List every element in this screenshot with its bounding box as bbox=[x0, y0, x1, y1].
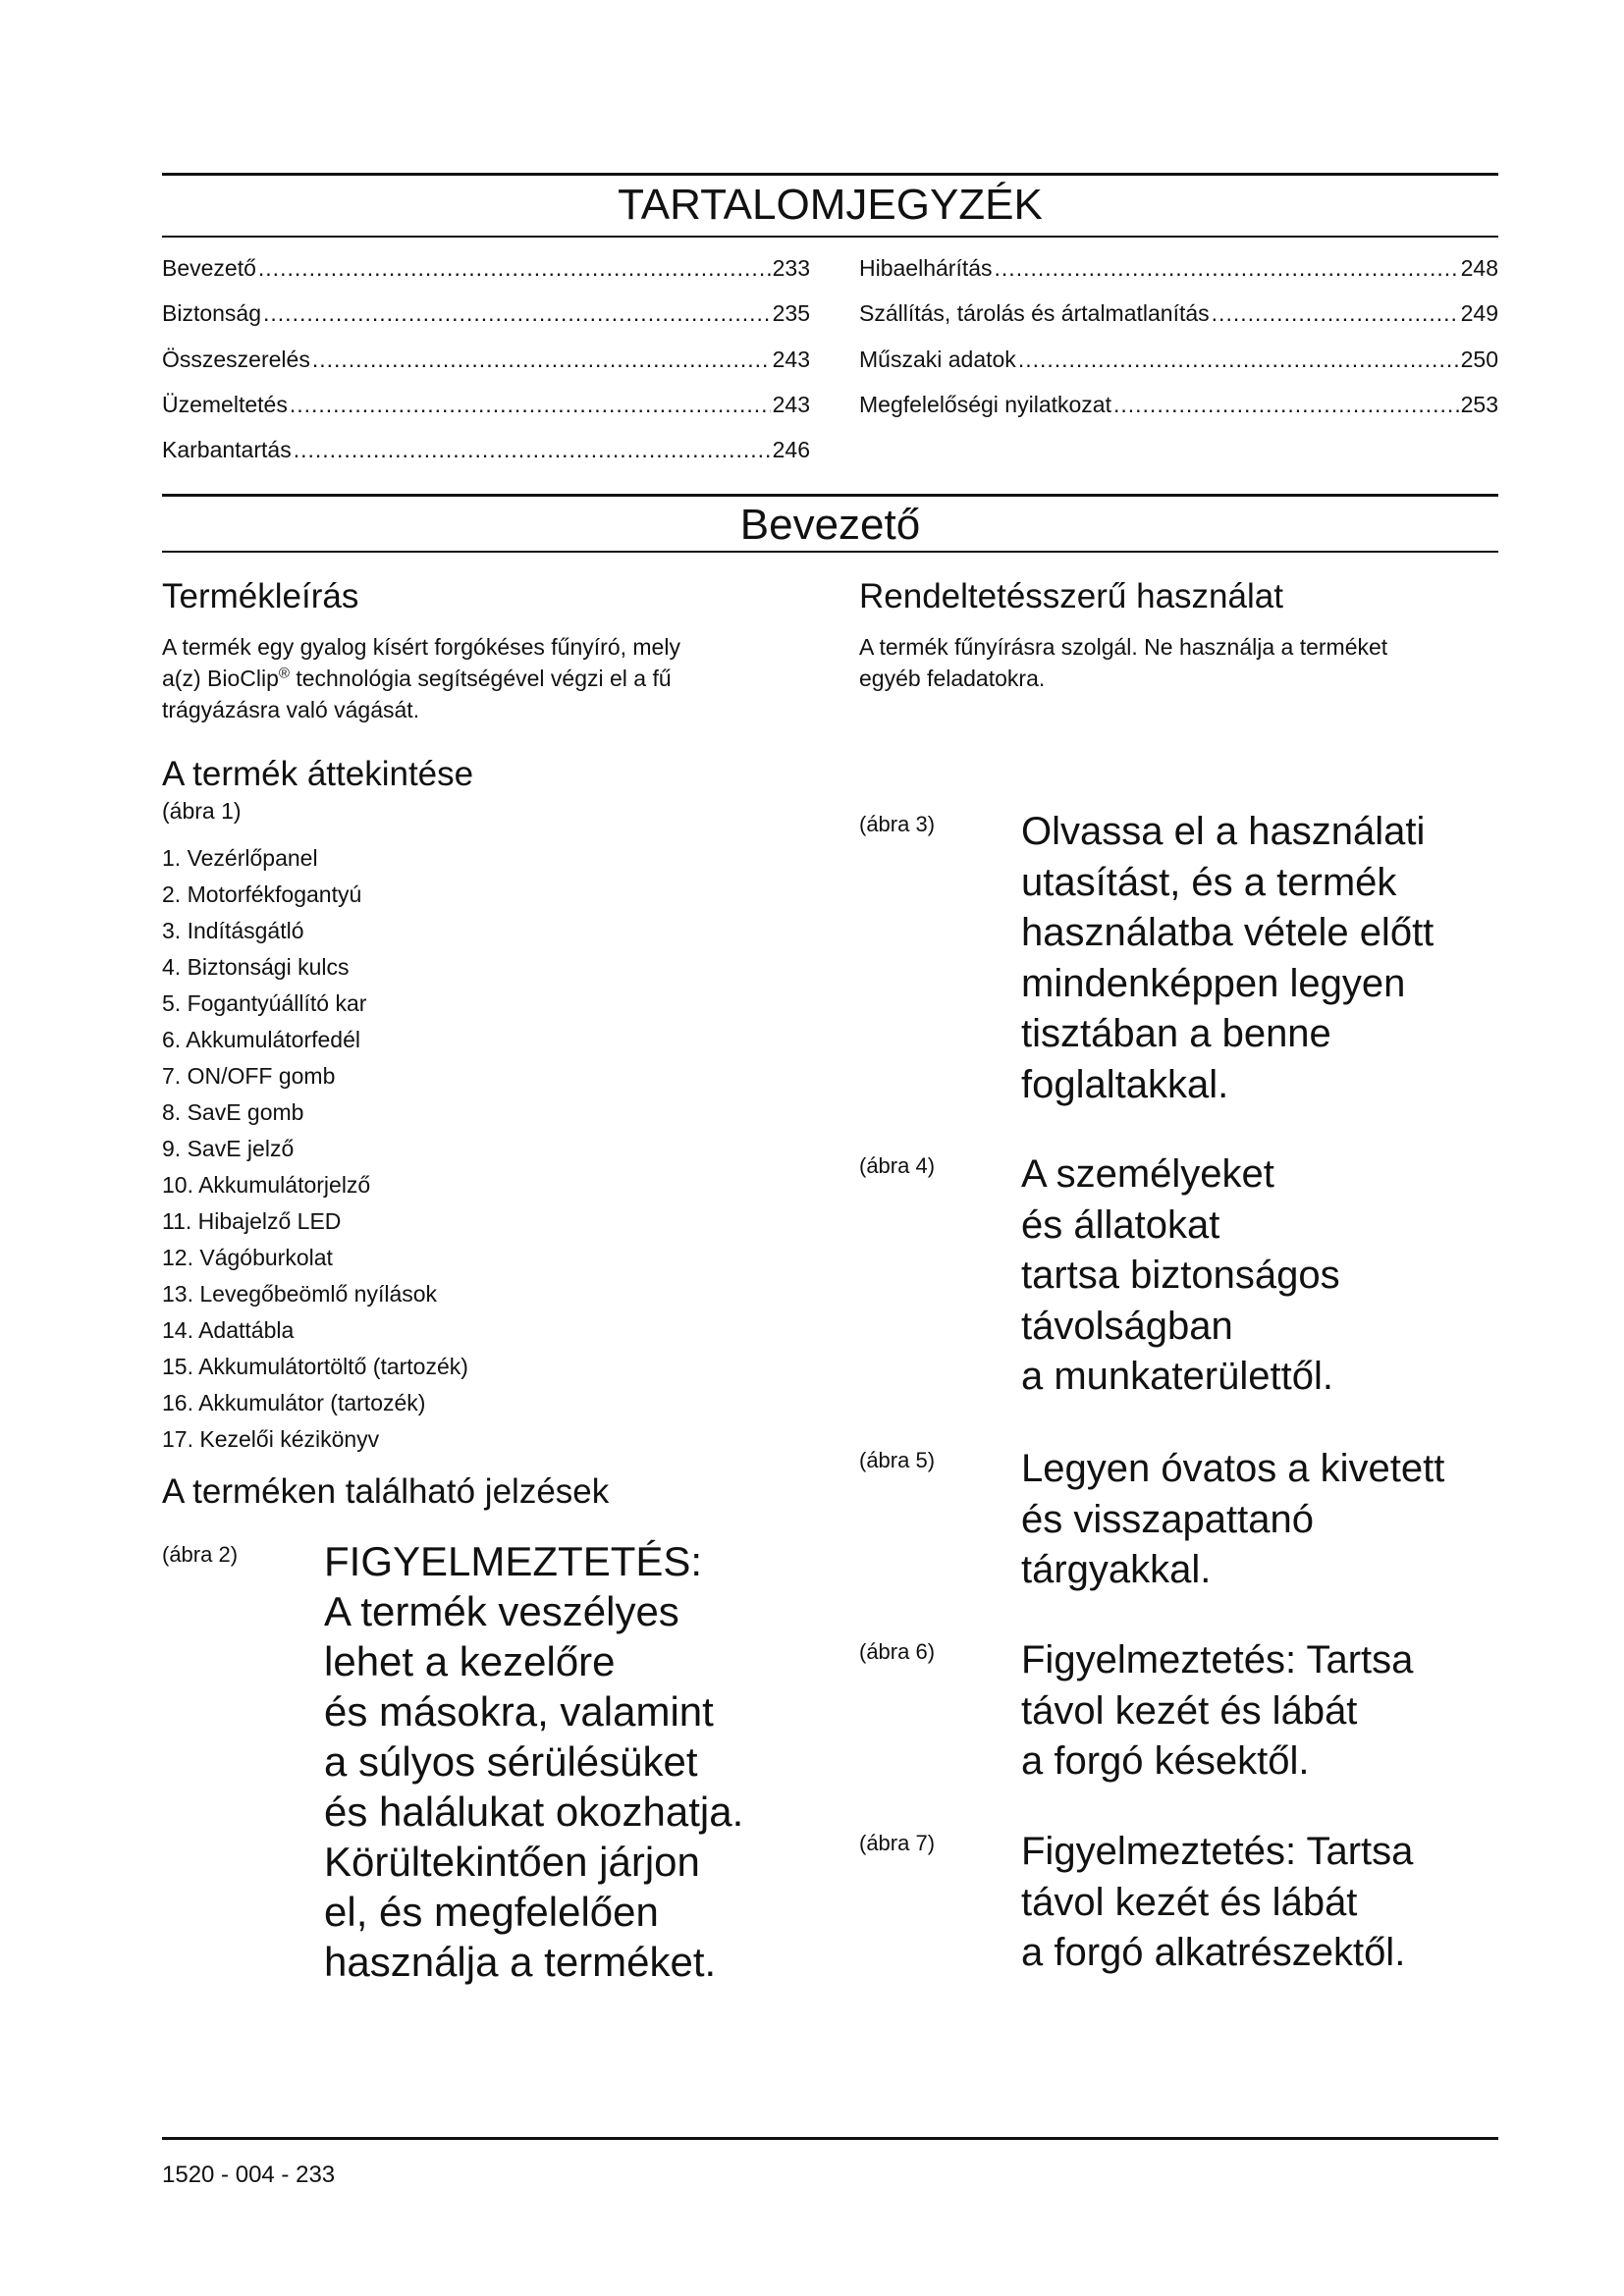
warning-line: Körültekintően járjon bbox=[324, 1839, 700, 1885]
toc-leader bbox=[263, 298, 771, 328]
list-item: 7. ON/OFF gomb bbox=[162, 1063, 336, 1089]
notice-line: Figyelmeztetés: Tartsa bbox=[1021, 1830, 1414, 1873]
toc-entry[interactable] bbox=[162, 390, 810, 419]
toc-title: TARTALOMJEGYZÉK bbox=[618, 181, 1043, 229]
toc-entry-label: Biztonság bbox=[162, 300, 262, 326]
notice-line: távol kezét és lábát bbox=[1021, 1880, 1358, 1924]
notice-figure-ref: (ábra 4) bbox=[859, 1153, 936, 1178]
notice-text bbox=[1021, 1149, 1340, 1403]
toc-entry[interactable] bbox=[162, 253, 810, 283]
toc-bottom-rule bbox=[162, 236, 1498, 238]
toc-leader bbox=[1018, 345, 1459, 374]
notice-figure-ref: (ábra 6) bbox=[859, 1639, 936, 1664]
notice-figure-ref: (ábra 5) bbox=[859, 1448, 936, 1472]
list-item: 3. Indításgátló bbox=[162, 918, 304, 943]
text-span: technológia segítségével végzi el a fű bbox=[289, 666, 672, 691]
list-item: 5. Fogantyúállító kar bbox=[162, 990, 367, 1016]
list-item: 15. Akkumulátortöltő (tartozék) bbox=[162, 1354, 468, 1379]
intended-use-line: egyéb feladatokra. bbox=[859, 666, 1046, 691]
symbols-heading: A terméken található jelzések bbox=[162, 1472, 610, 1511]
intro-top-rule bbox=[162, 494, 1498, 497]
toc-entry-page: 233 bbox=[772, 255, 810, 281]
overview-parts-list bbox=[162, 840, 468, 1458]
list-item: 9. SavE jelző bbox=[162, 1136, 295, 1161]
toc-entry-page: 243 bbox=[772, 392, 810, 417]
text-span: a(z) BioClip bbox=[162, 666, 279, 691]
notice-line: mindenképpen legyen bbox=[1021, 961, 1406, 1005]
warning-text bbox=[324, 1536, 743, 1987]
registered-mark: ® bbox=[278, 665, 290, 682]
product-description-text bbox=[162, 631, 800, 725]
list-item: 2. Motorfékfogantyú bbox=[162, 881, 362, 907]
toc-entry-label: Bevezető bbox=[162, 255, 256, 281]
toc-entry-label: Műszaki adatok bbox=[859, 347, 1016, 372]
toc-entry[interactable] bbox=[859, 298, 1498, 328]
toc-entry-label: Karbantartás bbox=[162, 437, 292, 462]
toc-entry-page: 246 bbox=[772, 437, 810, 462]
intended-use-line: A termék fűnyírásra szolgál. Ne használja a terméket bbox=[859, 634, 1388, 660]
toc-leader bbox=[995, 253, 1459, 283]
warning-line: A termék veszélyes bbox=[324, 1588, 679, 1634]
intro-title: Bevezető bbox=[739, 501, 921, 549]
product-description-line: trágyázásra való vágását. bbox=[162, 697, 420, 722]
notice-line: és állatokat bbox=[1021, 1202, 1220, 1247]
toc-entry[interactable] bbox=[162, 435, 810, 464]
notice-line: foglaltakkal. bbox=[1021, 1062, 1229, 1106]
toc-entry[interactable] bbox=[859, 345, 1498, 374]
notice-text bbox=[1021, 1635, 1413, 1788]
toc-entry-label: Összeszerelés bbox=[162, 347, 310, 372]
notice-line: tisztában a benne bbox=[1021, 1012, 1331, 1055]
toc-leader bbox=[290, 390, 771, 419]
toc-entry-page: 253 bbox=[1460, 392, 1498, 417]
warning-line: lehet a kezelőre bbox=[324, 1638, 616, 1684]
list-item: 17. Kezelői kézikönyv bbox=[162, 1426, 380, 1452]
list-item: 8. SavE gomb bbox=[162, 1099, 304, 1125]
notice-text bbox=[1021, 1444, 1444, 1596]
notice-line: a forgó késektől. bbox=[1021, 1739, 1310, 1783]
page-number: 1520 - 004 - 233 bbox=[162, 2162, 336, 2188]
toc-leader bbox=[258, 253, 771, 283]
notice-text bbox=[1021, 807, 1434, 1110]
notice-line: A személyeket bbox=[1021, 1152, 1274, 1196]
toc-entry[interactable] bbox=[859, 390, 1498, 419]
notice-line: a munkaterülettől. bbox=[1021, 1355, 1333, 1398]
notice-line: és visszapattanó bbox=[1021, 1497, 1314, 1541]
notice-line: a forgó alkatrészektől. bbox=[1021, 1931, 1406, 1974]
notice-line: tartsa biztonságos bbox=[1021, 1254, 1340, 1297]
toc-leader bbox=[1113, 390, 1459, 419]
toc-leader bbox=[1212, 298, 1459, 328]
toc-entry-page: 249 bbox=[1460, 300, 1498, 326]
notice-line: utasítást, és a termék bbox=[1021, 860, 1397, 904]
list-item: 16. Akkumulátor (tartozék) bbox=[162, 1390, 426, 1415]
toc-entry-page: 248 bbox=[1460, 255, 1498, 281]
toc-entry-label: Hibaelhárítás bbox=[859, 255, 993, 281]
list-item: 4. Biztonsági kulcs bbox=[162, 954, 350, 980]
list-item: 13. Levegőbeömlő nyílások bbox=[162, 1281, 438, 1307]
toc-entry-page: 235 bbox=[772, 300, 810, 326]
toc-entry-label: Szállítás, tárolás és ártalmatlanítás bbox=[859, 300, 1210, 326]
list-item: 10. Akkumulátorjelző bbox=[162, 1172, 371, 1198]
notice-line: távolságban bbox=[1021, 1304, 1233, 1348]
list-item: 12. Vágóburkolat bbox=[162, 1245, 333, 1270]
notice-figure-ref: (ábra 3) bbox=[859, 812, 936, 836]
notice-line: használatba vétele előtt bbox=[1021, 911, 1435, 954]
toc-entry-page: 243 bbox=[772, 347, 810, 372]
warning-line: és halálukat okozhatja. bbox=[324, 1789, 744, 1835]
list-item: 1. Vezérlőpanel bbox=[162, 845, 318, 871]
warning-line: a súlyos sérülésüket bbox=[324, 1738, 698, 1785]
notice-line: Olvassa el a használati bbox=[1021, 810, 1426, 853]
toc-top-rule bbox=[162, 173, 1498, 176]
notice-line: tárgyakkal. bbox=[1021, 1548, 1212, 1591]
notice-line: Figyelmeztetés: Tartsa bbox=[1021, 1638, 1414, 1682]
warning-line: FIGYELMEZTETÉS: bbox=[324, 1538, 703, 1584]
notice-figure-ref: (ábra 7) bbox=[859, 1831, 936, 1855]
toc-entry[interactable] bbox=[162, 298, 810, 328]
product-description-heading: Termékleírás bbox=[162, 577, 359, 615]
warning-line: és másokra, valamint bbox=[324, 1688, 714, 1735]
notice-line: távol kezét és lábát bbox=[1021, 1688, 1358, 1733]
list-item: 11. Hibajelző LED bbox=[162, 1208, 342, 1234]
footer-rule bbox=[162, 2137, 1498, 2140]
warning-figure-ref: (ábra 2) bbox=[162, 1542, 239, 1567]
intended-use-text bbox=[859, 631, 1498, 694]
overview-heading: A termék áttekintése bbox=[162, 755, 474, 793]
list-item: 14. Adattábla bbox=[162, 1317, 295, 1343]
intro-bottom-rule bbox=[162, 551, 1498, 553]
notice-text bbox=[1021, 1827, 1413, 1979]
toc-entry-page: 250 bbox=[1460, 347, 1498, 372]
toc-leader bbox=[294, 435, 771, 464]
notice-line: Legyen óvatos a kivetett bbox=[1021, 1447, 1445, 1490]
toc-entry-label: Megfelelőségi nyilatkozat bbox=[859, 392, 1111, 417]
warning-line: el, és megfelelően bbox=[324, 1889, 659, 1935]
intended-use-heading: Rendeltetésszerű használat bbox=[859, 577, 1283, 615]
overview-figure-ref: (ábra 1) bbox=[162, 798, 242, 824]
toc-leader bbox=[312, 345, 771, 374]
toc-entry[interactable] bbox=[162, 345, 810, 374]
toc-entry-label: Üzemeltetés bbox=[162, 392, 288, 417]
product-description-line bbox=[162, 663, 800, 694]
warning-line: használja a terméket. bbox=[324, 1939, 717, 1985]
product-description-line: A termék egy gyalog kísért forgókéses fűnyíró, mely bbox=[162, 634, 680, 660]
toc-entry[interactable] bbox=[859, 253, 1498, 283]
list-item: 6. Akkumulátorfedél bbox=[162, 1027, 361, 1052]
